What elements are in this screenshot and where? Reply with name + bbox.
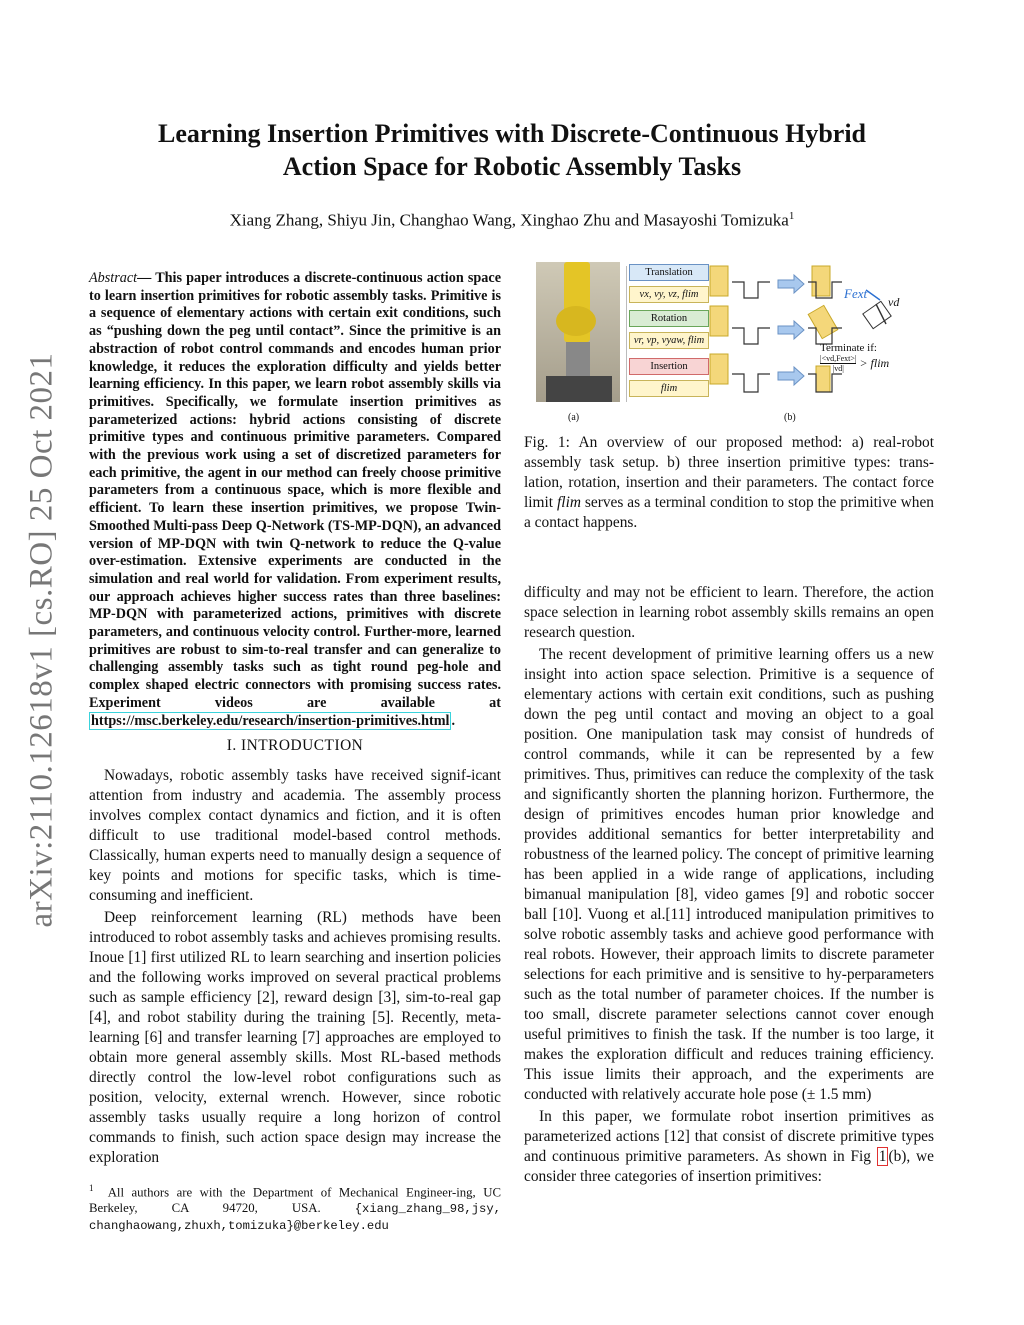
footnote-emails: {xiang_zhang_98,jsy, changhaowang,zhuxh,tomizuka}@berkeley.edu	[89, 1202, 501, 1234]
terminate-condition	[820, 342, 889, 373]
arrow-translation	[778, 275, 804, 293]
arrow-insertion	[778, 367, 804, 385]
author-list	[100, 210, 924, 231]
figure-divider	[626, 266, 627, 402]
vd-label: vd	[888, 295, 900, 309]
arxiv-watermark	[14, 330, 70, 950]
terminate-text: Terminate if:	[820, 342, 877, 354]
right-column-body	[524, 583, 934, 1187]
figure-1-caption	[524, 433, 934, 533]
caption-flim: flim	[557, 494, 581, 511]
hole-shape-rotation-1	[732, 328, 770, 344]
robot-joint-shape	[556, 306, 596, 336]
primitive-insertion-label: Insertion	[629, 358, 709, 375]
footnote-mark: 1	[89, 1183, 94, 1193]
terminate-numerator: |<vd,Fext>|	[820, 354, 857, 363]
primitive-translation-label: Translation	[629, 264, 709, 281]
translation-row	[710, 266, 842, 298]
arrow-rotation	[778, 321, 804, 339]
peg-after-translation	[812, 266, 830, 296]
right-paragraph-2: The recent development of primitive learning offers us a new insight into action space selection. Primitive is a sequence of elementary actions with certain exit conditions, such as pushing down the peg until contact and moving an object to a goal position. One manipulation task may consist of hundreds of control commands, while it can be represented by a few primitives. Thus, primitives can reduce the complexity of the task and significantly shorten the planning horizon. Furthermore, the design of primitives encodes human prior knowledge and provides additional semantics for better interpretability and robustness of the learned policy. The concept of primitive learning has been applied in a wide range of applications, including bimanual manipulation [8], video games [9] and robotic soccer ball [10]. Vuong et al.[11] introduced manipulation primitives to solve robotic assembly tasks and achieve good performance with real robots. However, their approach limits to discrete parameter selections for each primitive and is sensitive to hy-perparameters such as the total number of parameter choices. If the number is too small, discrete parameter selections cannot cover enough useful primitives to finish the task. If the number is too large, it makes the exploration difficult and reduces training efficiency. This issue limits their approach, and the experiments are conducted with relatively accurate hole pose (± 1.5 mm)	[524, 646, 934, 1103]
terminate-formula	[820, 354, 889, 373]
project-link[interactable]: https://msc.berkeley.edu/research/insertion-primitives.html	[91, 712, 450, 729]
abstract-label: Abstract	[89, 270, 138, 286]
subfigure-a-label: (a)	[568, 412, 580, 423]
footnote-text: All authors are with the Department of Mechanical Engineer-ing, UC Berkeley, CA 94720, USA.	[89, 1185, 501, 1216]
robot-photo	[536, 262, 620, 402]
fext-label: Fext	[844, 286, 868, 301]
caption-text-start: Fig. 1: An overview of our proposed method: a) real-robot assembly task setup. b) three insertion primitive types: trans-lation, rotation, insertion and their parameters. The contact force limit	[524, 434, 934, 511]
peg-before-rotation	[710, 306, 728, 336]
abstract	[89, 270, 501, 730]
subfigure-b-label: (b)	[784, 412, 796, 423]
abstract-separator: —	[137, 270, 156, 286]
primitive-translation-params: vx, vy, vz, flim	[629, 286, 709, 303]
peg-after-rotation	[808, 305, 838, 338]
primitive-diagram	[708, 262, 930, 412]
terminate-denominator: |vd|	[832, 364, 844, 373]
paper-title	[100, 117, 924, 183]
primitive-insertion-params: flim	[629, 380, 709, 397]
rotation-row	[710, 305, 842, 344]
right-paragraph-3	[524, 1107, 934, 1187]
arxiv-id-text: arXiv:2110.12618v1 [cs.RO] 25 Oct 2021	[23, 352, 60, 928]
introduction-body	[89, 766, 501, 1168]
section-heading-introduction: I. INTRODUCTION	[226, 737, 364, 754]
peg-before-translation	[710, 266, 728, 296]
figure-reference-link[interactable]: 1	[878, 1148, 887, 1165]
abstract-text: This paper introduces a discrete-continuous action space to learn insertion primitives for robotic assembly tasks. Primitive is a sequence of elementary actions with certain exit conditions, such as “pushing down the peg until contact”. Since the primitive is an abstraction of robot control commands and encodes human prior knowledge, it reduces the exploration difficulty and yields better learning efficiency. In this paper, we learn robot assembly skills via primitives. Specifically, we formulate insertion primitives as parameterized actions: hybrid actions consisting of discrete primitive types and continuous primitive parameters. Compared with the previous work using a set of discretized parameters for each primitive, the agent in our method can freely choose primitive parameters from a continuous space, which is more flexible and efficient. To learn these insertion primitives, we propose Twin-Smoothed Multi-pass Deep Q-Network (TS-MP-DQN), an advanced version of MP-DQN with twin Q-network to reduce the Q-value over-estimation. Extensive experiments are conducted in the simulation and real world for validation. From experiment results, our approach achieves higher success rates than three baselines: MP-DQN with parameterized actions, primitives with discrete parameters, and continuous velocity control. Further-more, learned primitives are robust to sim-to-real transfer and can generalize to challenging assembly tasks such as tight round peg-hole and complex shaped electric connectors with promising success rates. Experiment videos are available at	[89, 270, 501, 711]
title-line-2: Action Space for Robotic Assembly Tasks	[282, 152, 742, 181]
figure-1	[528, 262, 930, 432]
terminate-fraction	[820, 354, 856, 373]
primitive-rotation-label: Rotation	[629, 310, 709, 327]
robot-base-shape	[546, 376, 612, 402]
title-line-1: Learning Insertion Primitives with Discrete-Continuous Hybrid	[157, 119, 867, 148]
hole-shape-insertion-1	[732, 374, 770, 392]
abstract-end: .	[451, 712, 456, 729]
intro-paragraph-1: Nowadays, robotic assembly tasks have received signif-icant attention from industry and academia. The assembly process involves complex contact dynamics and fiction, and it is often difficult to use traditional model-based control methods. Classically, human experts need to manually design a sequence of key points and motions for specific tasks, which is time-consuming and inefficient.	[89, 767, 501, 904]
right-paragraph-3-start: In this paper, we formulate robot insertion primitives as parameterized actions [12] that consist of discrete primitive types and continuous primitive parameters. As shown in Fig	[524, 1108, 934, 1165]
primitive-rotation-params: vr, vp, vyaw, flim	[629, 332, 709, 349]
footnote	[89, 1180, 501, 1234]
fext-arrow	[866, 290, 880, 300]
robot-tool-shape	[566, 342, 590, 376]
terminate-rhs: > flim	[859, 356, 890, 370]
right-paragraph-1: difficulty and may not be efficient to learn. Therefore, the action space selection in learning robot assembly skills remains an open research question.	[524, 584, 934, 641]
authors-text: Xiang Zhang, Shiyu Jin, Changhao Wang, Xinghao Zhu and Masayoshi Tomizuka	[229, 210, 789, 230]
hole-shape-translation-1	[732, 282, 770, 298]
caption-text-end: serves as a terminal condition to stop the primitive when a contact happens.	[524, 494, 934, 531]
author-footnote-mark: 1	[788, 210, 795, 222]
peg-before-insertion	[710, 354, 728, 384]
right-paragraph-3-end: (b), we consider three categories of insertion primitives:	[524, 1148, 934, 1185]
intro-paragraph-2: Deep reinforcement learning (RL) methods have been introduced to robot assembly tasks and achieves promising results. Inoue [1] first utilized RL to learn searching and insertion policies and the following works improved on several practical problems such as sample efficiency [2], reward design [3], sim-to-real gap [4], and robot stability during the training [5]. Recently, meta-learning [6] and transfer learning [7] approaches are employed to obtain more general assembly skills. Most RL-based methods directly control the low-level robot configurations such as position, velocity, external wrench. However, since robotic assembly tasks usually require a long horizon of control commands to finish, such action space design may increase the exploration	[89, 909, 501, 1166]
